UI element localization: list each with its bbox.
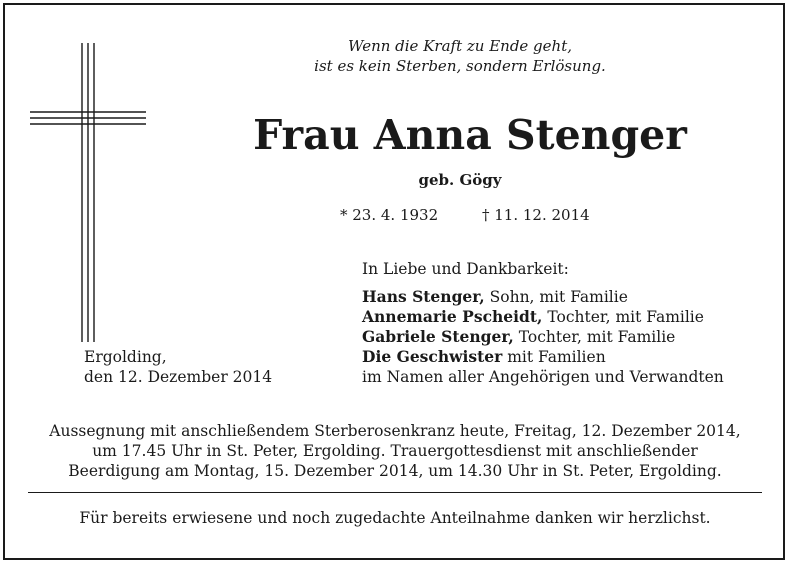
born-name: geb. Gögy bbox=[418, 171, 502, 189]
mourner-relation: Tochter, mit Familie bbox=[542, 308, 704, 326]
notice-line: Beerdigung am Montag, 15. Dezember 2014, um 14.30 Uhr in St. Peter, Ergolding. bbox=[68, 462, 722, 480]
list-item bbox=[362, 307, 724, 327]
mourner-name: Gabriele Stenger, bbox=[362, 327, 514, 346]
list-item bbox=[362, 287, 724, 307]
mourner-name: Die Geschwister bbox=[362, 347, 503, 366]
death-date: † 11. 12. 2014 bbox=[482, 206, 590, 224]
date: den 12. Dezember 2014 bbox=[84, 368, 273, 386]
mourner-relation: Sohn, mit Familie bbox=[484, 288, 628, 306]
list-item bbox=[362, 327, 724, 347]
birth-date: * 23. 4. 1932 bbox=[340, 206, 439, 224]
mourner-relation: im Namen aller Angehörigen und Verwandten bbox=[362, 368, 724, 386]
closing-thanks: Für bereits erwiesene und noch zugedachte Anteilnahme danken wir herzlichst. bbox=[79, 509, 711, 527]
motto-line: Wenn die Kraft zu Ende geht, bbox=[348, 37, 572, 55]
list-item bbox=[362, 367, 724, 387]
deceased-name: Frau Anna Stenger bbox=[253, 111, 687, 159]
list-item bbox=[362, 347, 724, 367]
mourner-relation: Tochter, mit Familie bbox=[513, 328, 676, 346]
thanks-heading: In Liebe und Dankbarkeit: bbox=[362, 260, 569, 278]
notice-line: Aussegnung mit anschließendem Sterberosenkranz heute, Freitag, 12. Dezember 2014, bbox=[49, 422, 741, 440]
motto-line: ist es kein Sterben, sondern Erlösung. bbox=[314, 57, 606, 75]
place: Ergolding, bbox=[84, 348, 167, 366]
mourner-name: Annemarie Pscheidt, bbox=[362, 307, 543, 326]
divider bbox=[28, 492, 762, 493]
mourner-relation: mit Familien bbox=[502, 348, 606, 366]
service-notice bbox=[20, 421, 770, 481]
mourner-name: Hans Stenger, bbox=[362, 287, 485, 306]
mourner-list bbox=[362, 287, 724, 387]
motto bbox=[280, 36, 640, 76]
notice-line: um 17.45 Uhr in St. Peter, Ergolding. Trauergottesdienst mit anschließender bbox=[92, 442, 698, 460]
place-date bbox=[84, 347, 272, 387]
